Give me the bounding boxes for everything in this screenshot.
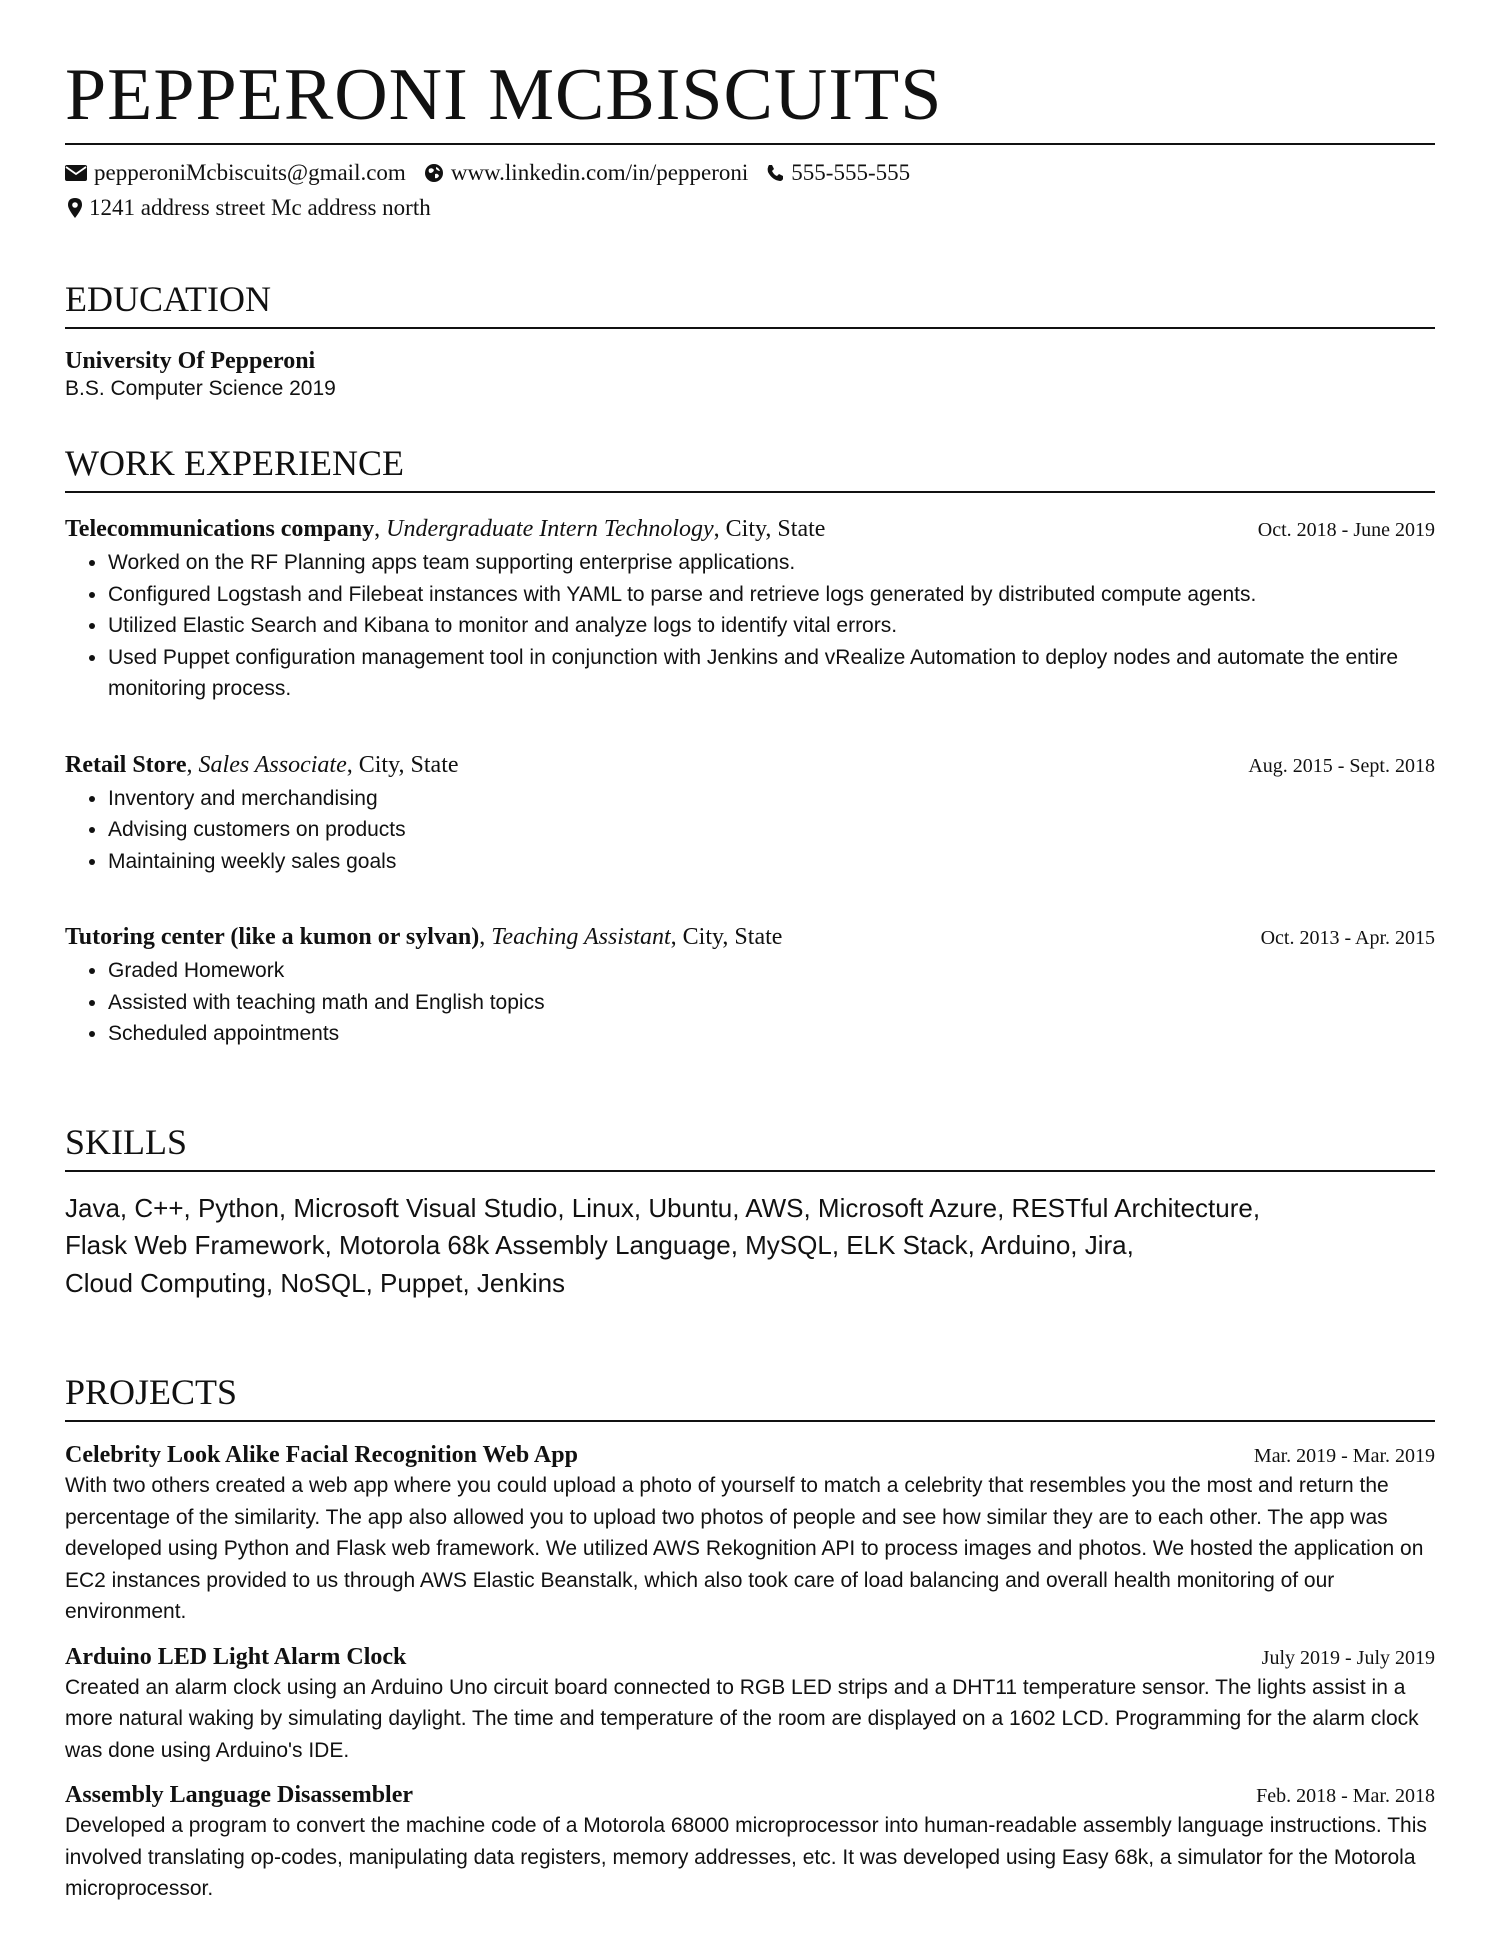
project-name: Celebrity Look Alike Facial Recognition Web App (65, 1442, 578, 1468)
envelope-icon (65, 165, 87, 181)
job-dates: Aug. 2015 - Sept. 2018 (1248, 754, 1435, 777)
project-dates: Feb. 2018 - Mar. 2018 (1256, 1785, 1435, 1807)
list-item: • Advising customers on products (108, 814, 1435, 846)
job-title-line: Retail Store, Sales Associate, City, State (65, 751, 459, 778)
resume-content (65, 55, 1435, 1905)
list-item: • Inventory and merchandising (108, 783, 1435, 815)
address-text: 1241 address street Mc address north (89, 195, 431, 220)
contact-address (65, 190, 431, 225)
skills-line: Cloud Computing, NoSQL, Puppet, Jenkins (65, 1267, 566, 1298)
phone-text: 555-555-555 (791, 160, 911, 185)
work-section (65, 441, 1435, 1050)
list-item: • Assisted with teaching math and English topics (108, 987, 1435, 1019)
project-header (65, 1642, 1435, 1672)
linkedin-text: www.linkedin.com/in/pepperoni (450, 160, 749, 185)
school-name: University Of Pepperoni (65, 348, 316, 374)
job-entry (65, 921, 1435, 1050)
project-entry (65, 1440, 1435, 1628)
map-marker-icon (68, 198, 82, 218)
job-dates: Oct. 2018 - June 2019 (1257, 519, 1435, 541)
project-entry (65, 1642, 1435, 1767)
phone-icon (766, 164, 784, 182)
project-description: Created an alarm clock using an Arduino Uno circuit board connected to RGB LED strips and a DHT11 temperature sensor. The lights assist in a more natural waking by simulating daylight. The time and temperature of the room are displayed on a 1602 LCD. Programming for the alarm clock was done using Arduino's IDE. (65, 1675, 1419, 1762)
email-text: pepperoniMcbiscuits@gmail.com (94, 160, 406, 185)
project-description: Developed a program to convert the machine code of a Motorola 68000 microprocessor into human-readable assembly language instructions. This involved translating op-codes, manipulating data registers, memory addresses, etc. It was developed using Easy 68k, a simulator for the Motorola microprocessor. (65, 1814, 1427, 1900)
projects-section (65, 1370, 1435, 1905)
job-location: City, State (358, 751, 459, 778)
education-entry (65, 347, 1435, 403)
job-role: Undergraduate Intern Technology (386, 516, 714, 542)
job-bullets (65, 783, 1435, 878)
job-role: Sales Associate (198, 751, 347, 778)
project-header (65, 1780, 1435, 1810)
job-company: Telecommunications company (65, 516, 375, 542)
job-title-line: Tutoring center (like a kumon or sylvan), Teaching Assistant, City, State (65, 924, 783, 950)
job-title-line: Telecommunications company, Undergraduate Intern Technology, City, State (65, 516, 826, 542)
contact-email[interactable] (65, 155, 406, 190)
job-entry (65, 749, 1435, 878)
degree: B.S. Computer Science 2019 (65, 377, 336, 400)
project-entry (65, 1780, 1435, 1905)
project-header (65, 1440, 1435, 1470)
job-bullets (65, 547, 1435, 705)
job-header (65, 921, 1435, 953)
contact-row-1 (65, 155, 1435, 190)
job-company: Tutoring center (like a kumon or sylvan) (65, 924, 480, 950)
globe-icon (424, 163, 444, 183)
list-item: • Scheduled appointments (108, 1018, 1435, 1050)
project-description: With two others created a web app where you could upload a photo of yourself to match a celebrity that resembles you the most and return the percentage of the similarity. The app also allowed you to upload two photos of people and see how similar they are to each other. The app was developed using Python and Flask web framework. We utilized AWS Rekognition API to process images and photos. We hosted the application on EC2 instances provided to us through AWS Elastic Beanstalk, which also took care of load balancing and overall health monitoring of our environment. (65, 1474, 1424, 1623)
education-section (65, 277, 1435, 403)
skills-list (65, 1190, 1435, 1303)
candidate-name: PEPPERONI MCBISCUITS (65, 55, 1435, 145)
job-header (65, 749, 1435, 781)
list-item: • Used Puppet configuration management tool in conjunction with Jenkins and vRealize Automation to deploy nodes and automate the entire monitoring process. (108, 642, 1435, 705)
job-location: City, State (682, 924, 783, 950)
project-name: Arduino LED Light Alarm Clock (65, 1643, 407, 1670)
job-bullets (65, 955, 1435, 1050)
list-item: • Utilized Elastic Search and Kibana to monitor and analyze logs to identify vital errors. (108, 610, 1435, 642)
list-item: • Graded Homework (108, 955, 1435, 987)
job-header (65, 513, 1435, 545)
section-title-skills: SKILLS (65, 1120, 1435, 1172)
skills-section (65, 1120, 1435, 1303)
skills-line: Java, C++, Python, Microsoft Visual Studio, Linux, Ubuntu, AWS, Microsoft Azure, RESTful Architecture, (65, 1192, 1261, 1223)
contact-row-2 (65, 190, 1435, 225)
project-name: Assembly Language Disassembler (65, 1782, 414, 1808)
section-title-education: EDUCATION (65, 277, 1435, 329)
contact-info (65, 155, 1435, 225)
section-title-projects: PROJECTS (65, 1370, 1435, 1422)
section-title-work: WORK EXPERIENCE (65, 441, 1435, 493)
job-location: City, State (725, 516, 826, 542)
job-dates: Oct. 2013 - Apr. 2015 (1260, 927, 1435, 949)
project-dates: Mar. 2019 - Mar. 2019 (1253, 1445, 1435, 1467)
project-dates: July 2019 - July 2019 (1261, 1646, 1435, 1669)
contact-phone[interactable] (766, 155, 910, 190)
skills-line: Flask Web Framework, Motorola 68k Assembly Language, MySQL, ELK Stack, Arduino, Jira, (65, 1230, 1134, 1260)
job-role: Teaching Assistant (491, 924, 671, 950)
contact-linkedin[interactable] (424, 155, 748, 190)
list-item: • Worked on the RF Planning apps team supporting enterprise applications. (108, 547, 1435, 579)
list-item: • Configured Logstash and Filebeat instances with YAML to parse and retrieve logs generated by distributed compute agents. (108, 579, 1435, 611)
list-item: • Maintaining weekly sales goals (108, 846, 1435, 878)
job-entry (65, 513, 1435, 705)
job-company: Retail Store (65, 751, 187, 778)
